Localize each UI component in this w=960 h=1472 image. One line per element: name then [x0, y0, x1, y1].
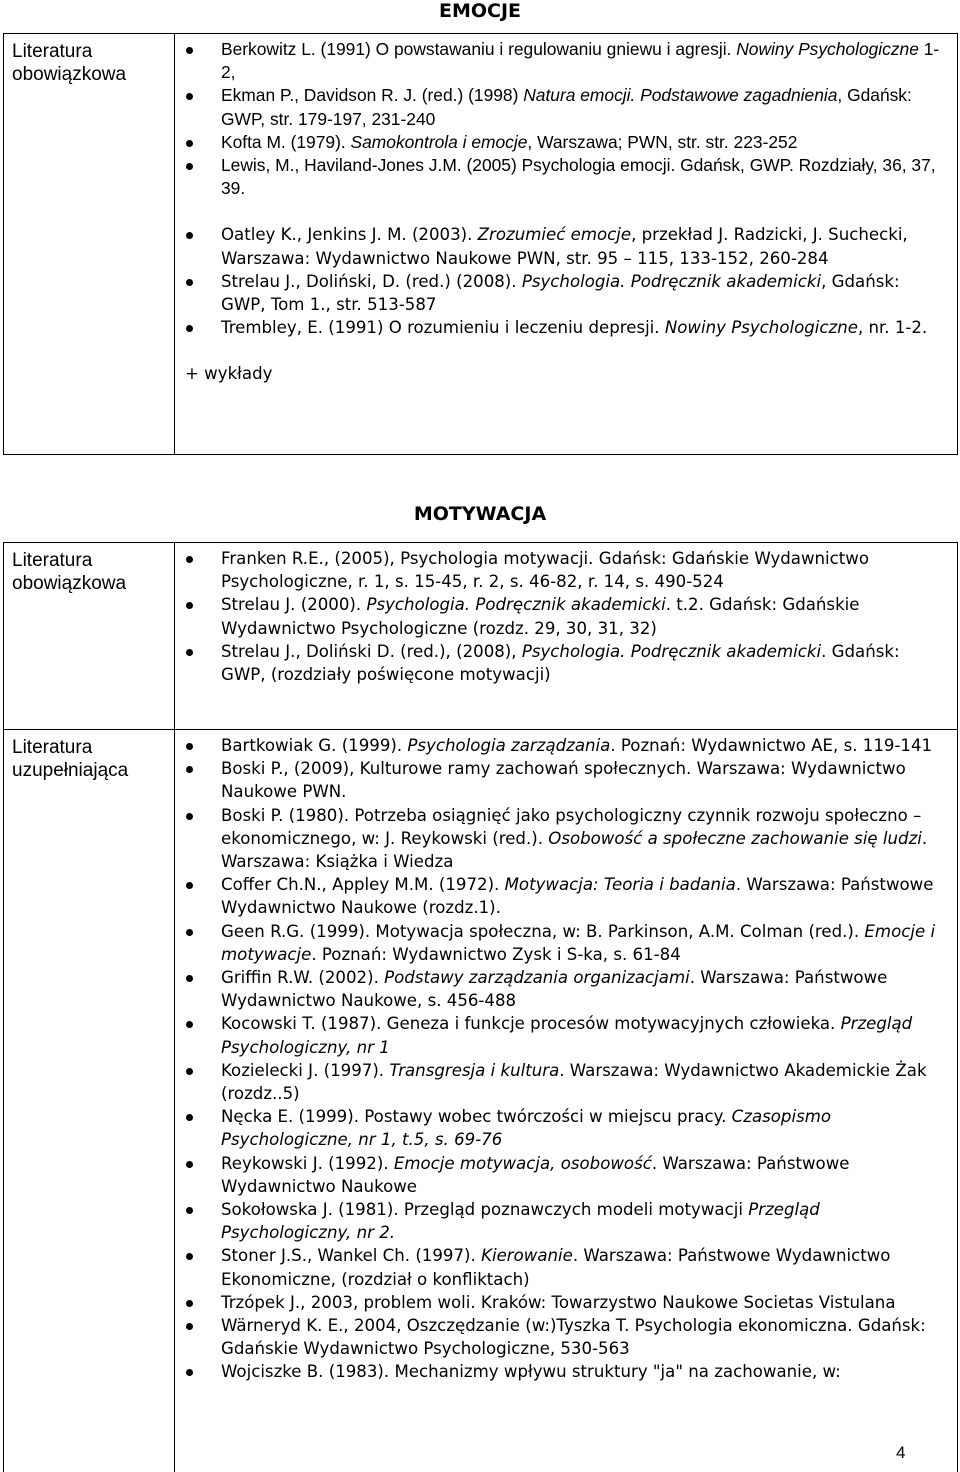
motywacja-supplementary-label	[4, 730, 175, 1472]
motywacja-row-supplementary	[4, 729, 957, 1472]
reference-list	[180, 38, 949, 200]
label-line: Literatura	[12, 550, 93, 571]
motywacja-required-label	[4, 543, 175, 729]
reference-item: Strelau J., Doliński, D. (red.) (2008). Psychologia. Podręcznik akademicki, Gdańsk: GWP, Tom 1., str. 513-587	[180, 270, 949, 316]
emocje-table	[3, 33, 958, 455]
reference-item: Kofta M. (1979). Samokontrola i emocje, Warszawa; PWN, str. str. 223-252	[180, 131, 949, 154]
reference-item: Stoner J.S., Wankel Ch. (1997). Kierowanie. Warszawa: Państwowe Wydawnictwo Ekonomiczne, (rozdział o konfliktach)	[180, 1244, 949, 1290]
label-line: uzupełniająca	[12, 760, 129, 781]
reference-item: Wärneryd K. E., 2004, Oszczędzanie (w:)Tyszka T. Psychologia ekonomiczna. Gdańsk: Gdańskie Wydawnictwo Psychologiczne, 530-563	[180, 1314, 949, 1360]
motywacja-supplementary-list	[175, 730, 957, 1472]
reference-item: Reykowski J. (1992). Emocje motywacja, osobowość. Warszawa: Państwowe Wydawnictwo Naukowe	[180, 1152, 949, 1198]
emocje-row-required	[4, 34, 957, 454]
reference-list	[180, 734, 949, 1384]
reference-item: Boski P. (1980). Potrzeba osiągnięć jako psychologiczny czynnik rozwoju społeczno – ekonomicznego, w: J. Reykowski (red.). Osobowość a społeczne zachowanie się ludzi. Warszawa: Książka i Wiedza	[180, 804, 949, 874]
lectures-note: + wykłady	[185, 364, 273, 384]
reference-item: Nęcka E. (1999). Postawy wobec twórczości w miejscu pracy. Czasopismo Psychologiczne, nr 1, t.5, s. 69-76	[180, 1105, 949, 1151]
reference-item: Sokołowska J. (1981). Przegląd poznawczych modeli motywacji Przegląd Psychologiczny, nr 2.	[180, 1198, 949, 1244]
reference-item: Wojciszke B. (1983). Mechanizmy wpływu struktury "ja" na zachowanie, w:	[180, 1360, 949, 1383]
reference-list	[180, 547, 949, 686]
reference-list	[180, 223, 949, 339]
reference-item: Kocowski T. (1987). Geneza i funkcje procesów motywacyjnych człowieka. Przegląd Psychologiczny, nr 1	[180, 1012, 949, 1058]
section-heading-emocje: EMOCJE	[438, 0, 522, 22]
label-line: obowiązkowa	[12, 573, 127, 594]
section-heading-motywacja: MOTYWACJA	[413, 503, 547, 525]
emocje-required-label	[4, 34, 175, 454]
reference-item: Geen R.G. (1999). Motywacja społeczna, w: B. Parkinson, A.M. Colman (red.). Emocje i motywacje. Poznań: Wydawnictwo Zysk i S-ka, s. 61-84	[180, 920, 949, 966]
label-line: Literatura	[12, 737, 93, 758]
reference-item: Lewis, M., Haviland-Jones J.M. (2005) Psychologia emocji. Gdańsk, GWP. Rozdziały, 36, 37, 39.	[180, 154, 949, 200]
reference-item: Coffer Ch.N., Appley M.M. (1972). Motywacja: Teoria i badania. Warszawa: Państwowe Wydawnictwo Naukowe (rozdz.1).	[180, 873, 949, 919]
reference-item: Kozielecki J. (1997). Transgresja i kultura. Warszawa: Wydawnictwo Akademickie Żak (rozdz..5)	[180, 1059, 949, 1105]
reference-item: Berkowitz L. (1991) O powstawaniu i regulowaniu gniewu i agresji. Nowiny Psychologiczne 1-2,	[180, 38, 949, 84]
motywacja-row-required	[4, 543, 957, 729]
reference-item: Trembley, E. (1991) O rozumieniu i leczeniu depresji. Nowiny Psychologiczne, nr. 1-2.	[180, 316, 949, 339]
page-number: 4	[896, 1443, 906, 1462]
reference-item: Strelau J., Doliński D. (red.), (2008), Psychologia. Podręcznik akademicki. Gdańsk: GWP, (rozdziały poświęcone motywacji)	[180, 640, 949, 686]
reference-item: Oatley K., Jenkins J. M. (2003). Zrozumieć emocje, przekład J. Radzicki, J. Suchecki, Warszawa: Wydawnictwo Naukowe PWN, str. 95 – 115, 133-152, 260-284	[180, 223, 949, 269]
label-line: obowiązkowa	[12, 64, 127, 85]
label-line: Literatura	[12, 41, 93, 62]
reference-item: Franken R.E., (2005), Psychologia motywacji. Gdańsk: Gdańskie Wydawnictwo Psychologiczne, r. 1, s. 15-45, r. 2, s. 46-82, r. 14, s. 490-524	[180, 547, 949, 593]
reference-item: Trzópek J., 2003, problem woli. Kraków: Towarzystwo Naukowe Societas Vistulana	[180, 1291, 949, 1314]
motywacja-required-list	[175, 543, 957, 729]
reference-item: Strelau J. (2000). Psychologia. Podręcznik akademicki. t.2. Gdańsk: Gdańskie Wydawnictwo Psychologiczne (rozdz. 29, 30, 31, 32)	[180, 593, 949, 639]
reference-item: Boski P., (2009), Kulturowe ramy zachowań społecznych. Warszawa: Wydawnictwo Naukowe PWN.	[180, 757, 949, 803]
emocje-required-list	[175, 34, 957, 454]
reference-item: Bartkowiak G. (1999). Psychologia zarządzania. Poznań: Wydawnictwo AE, s. 119-141	[180, 734, 949, 757]
motywacja-table	[3, 542, 958, 1472]
reference-item: Ekman P., Davidson R. J. (red.) (1998) Natura emocji. Podstawowe zagadnienia, Gdańsk: GWP, str. 179-197, 231-240	[180, 84, 949, 130]
reference-item: Griffin R.W. (2002). Podstawy zarządzania organizacjami. Warszawa: Państwowe Wydawnictwo Naukowe, s. 456-488	[180, 966, 949, 1012]
